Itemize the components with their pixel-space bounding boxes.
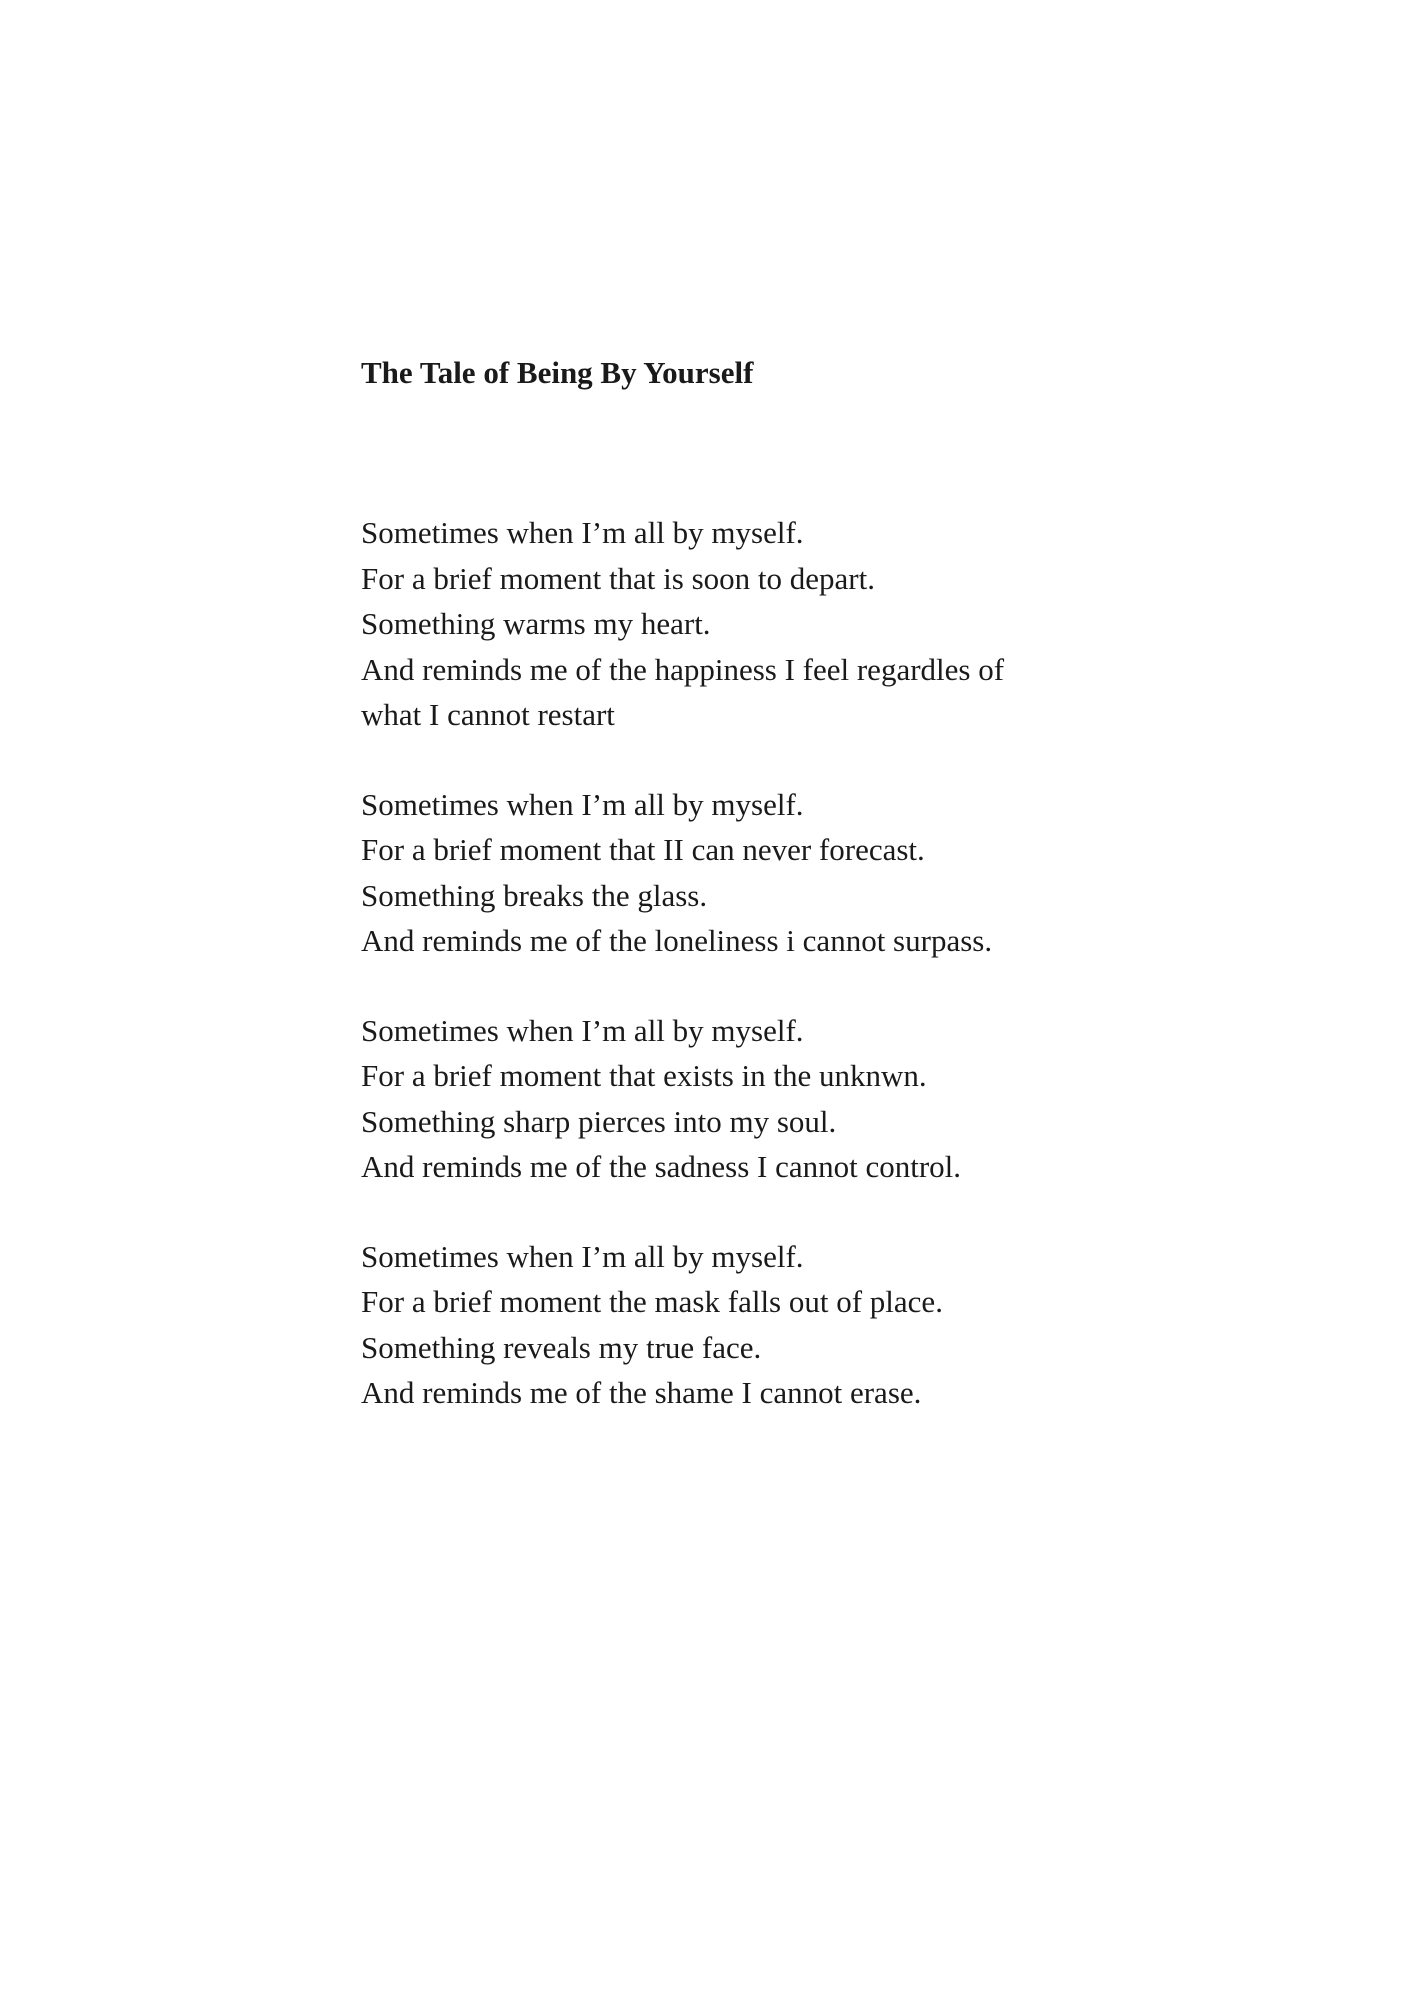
poem-line: And reminds me of the happiness I feel regardles of: [361, 651, 1005, 687]
stanza-4: [361, 1234, 1121, 1416]
poem-line: what I cannot restart: [361, 697, 615, 732]
poem-line: And reminds me of the sadness I cannot control.: [361, 1149, 962, 1184]
poem-body: [361, 510, 1121, 1416]
poem-line: For a brief moment the mask falls out of place.: [361, 1284, 943, 1319]
poem-line: And reminds me of the loneliness i cannot surpass.: [361, 923, 993, 958]
poem-line: For a brief moment that exists in the unknwn.: [361, 1058, 927, 1093]
poem-line: Sometimes when I’m all by myself.: [361, 1012, 804, 1048]
poem-line: Sometimes when I’m all by myself.: [361, 786, 804, 822]
poem-line: Something sharp pierces into my soul.: [361, 1103, 837, 1139]
poem-line: Something warms my heart.: [361, 606, 711, 641]
poem-line: Sometimes when I’m all by myself.: [361, 1238, 804, 1274]
poem-line: Sometimes when I’m all by myself.: [361, 515, 804, 550]
poem: [361, 349, 1121, 1460]
poem-line: For a brief moment that II can never forecast.: [361, 832, 925, 867]
stanza-2: [361, 782, 1121, 964]
stanza-3: [361, 1008, 1121, 1190]
poem-line: And reminds me of the shame I cannot erase.: [361, 1375, 922, 1410]
poem-line: Something reveals my true face.: [361, 1329, 762, 1365]
stanza-1: [361, 510, 1121, 738]
poem-line: Something breaks the glass.: [361, 877, 708, 913]
poem-title: The Tale of Being By Yourself: [361, 355, 754, 390]
poem-line: For a brief moment that is soon to depart.: [361, 560, 875, 596]
